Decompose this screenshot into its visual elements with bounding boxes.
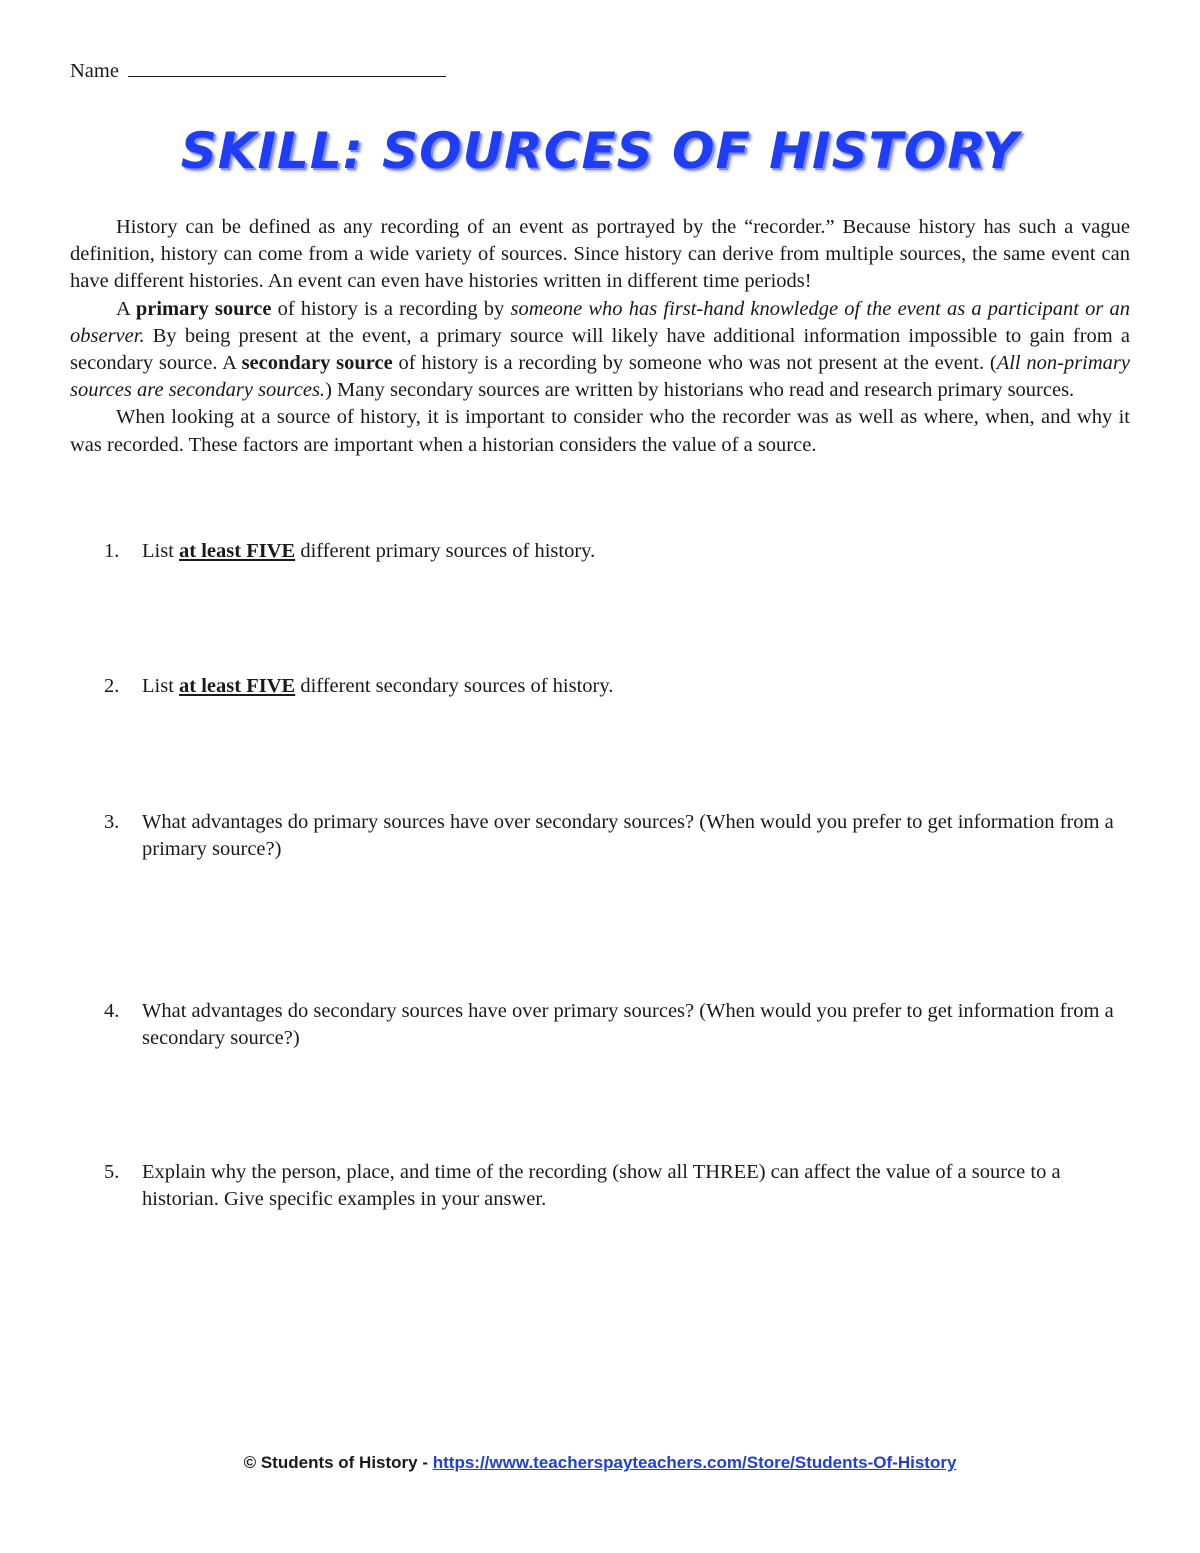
question-1-post: different primary sources of history.: [295, 540, 596, 562]
question-text: What advantages do secondary sources have over primary sources? (When would you prefer to get information from a secondary source?): [142, 1000, 1114, 1050]
intro-paragraph-2: [70, 296, 1130, 405]
question-number: 4.: [104, 1000, 120, 1022]
intro-paragraph-1: History can be defined as any recording of an event as portrayed by the “recorder.” Because history has such a vague definition, history can come from a wide variety of sources. Since history can derive from multiple sources, the same event can have different histories. An event can even have histories written in different time periods!: [70, 216, 1130, 293]
footer: [0, 1453, 1200, 1473]
p2-text-b: of history is a recording by: [271, 297, 511, 320]
intro-text: [70, 214, 1130, 459]
question-text: [142, 538, 1142, 565]
secondary-note: All non-primary sources are secondary sources.: [70, 352, 1130, 402]
question-number: 5.: [104, 1161, 120, 1183]
question-text: What advantages do primary sources have over secondary sources? (When would you prefer to get information from a primary source?): [142, 811, 1114, 861]
page-title: SKILL: SOURCES OF HISTORY: [180, 122, 1020, 180]
store-link[interactable]: https://www.teacherspayteachers.com/Store/Students-Of-History: [432, 1453, 957, 1472]
name-blank-line[interactable]: [128, 58, 446, 77]
p2-text-c: By being present at the event, a primary source will likely have additional information impossible to gain from a secondary source. A: [70, 324, 1130, 375]
question-text: [142, 673, 1142, 700]
primary-source-term: primary source: [135, 297, 272, 320]
secondary-source-term: secondary source: [241, 352, 393, 375]
question-2-post: different secondary sources of history.: [295, 675, 614, 697]
question-number: 1.: [104, 540, 120, 562]
name-field-row: [70, 58, 446, 83]
question-2-emphasis: at least FIVE: [179, 675, 296, 697]
p2-text-e: ) Many secondary sources are written by historians who read and research primary sources.: [325, 379, 1075, 402]
intro-paragraph-3: When looking at a source of history, it is important to consider who the recorder was as well as where, when, and why it was recorded. These factors are important when a historian considers the value of a source.: [70, 406, 1130, 456]
question-2-pre: List: [142, 675, 180, 697]
primary-source-definition: someone who has first-hand knowledge of the event as a participant or an observer.: [70, 297, 1130, 347]
footer-copyright: © Students of History -: [243, 1453, 433, 1472]
question-number: 3.: [104, 811, 120, 833]
p2-text-a: A: [116, 297, 136, 320]
question-text: Explain why the person, place, and time of the recording (show all THREE) can affect the value of a source to a historian. Give specific examples in your answer.: [142, 1161, 1061, 1211]
question-1-emphasis: at least FIVE: [179, 540, 296, 562]
question-number: 2.: [104, 675, 120, 697]
p2-text-d: of history is a recording by someone who was not present at the event. (: [392, 352, 997, 375]
question-1-pre: List: [142, 540, 180, 562]
name-label: Name: [70, 60, 119, 82]
